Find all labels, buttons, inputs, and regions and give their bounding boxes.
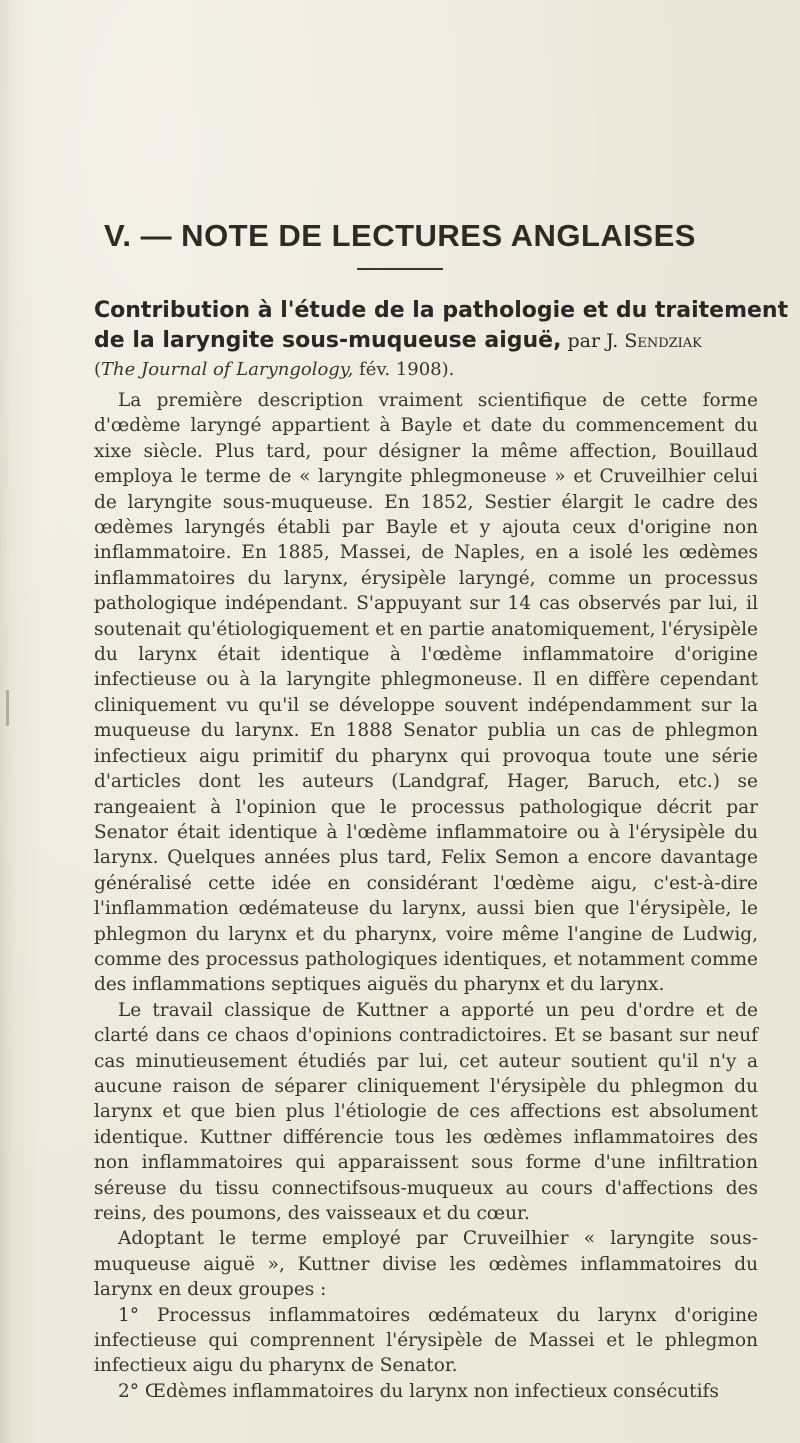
source-date: fév. 1908). bbox=[353, 359, 455, 380]
margin-mark bbox=[6, 690, 9, 726]
paragraph: Adoptant le terme employé par Cruveilhier « laryngite sous-muqueuse aiguë », Kuttner divise les œdèmes inflammatoires du larynx en deux groupes : bbox=[94, 1228, 758, 1301]
paragraph: La première description vraiment scientifique de cette forme d'œdème laryngé appartient à Bayle et date du commencement du xixe siècle. Plus tard, pour désigner la même affection, Bouillaud employa le terme de « laryngite phlegmoneuse » et Cruveilhier celui de laryngite sous-muqueuse. En 1852, Sestier élargit le cadre des œdèmes laryngés établi par Bayle et y ajouta ceux d'origine non inflammatoire. En 1885, Massei, de Naples, en a isolé les œdèmes inflammatoires du larynx, érysipèle laryngé, comme un processus pathologique indépendant. S'appuyant sur 14 cas observés par lui, il soutenait qu'étiologiquement et en partie anatomiquement, l'érysipèle du larynx était identique à l'œdème inflammatoire d'origine infectieuse ou à la laryngite phlegmoneuse. Il en diffère cependant cliniquement vu qu'il se développe souvent indépendamment sur la muqueuse du larynx. En 1888 Senator publia un cas de phlegmon infectieux aigu primitif du pharynx qui provoqua toute une série d'articles dont les auteurs (Landgraf, Hager, Baruch, etc.) se rangeaient à l'opinion que le processus pathologique décrit par Senator était identique à l'œdème inflammatoire ou à l'érysipèle du larynx. Quelques années plus tard, Felix Semon a encore davantage généralisé cette idée en considérant l'œdème aigu, c'est-à-dire l'inflammation œdémateuse du larynx, aussi bien que l'érysipèle, le phlegmon du larynx et du pharynx, voire même l'angine de Ludwig, comme des processus pathologiques identiques, et notamment comme des inflammations septiques aiguës du pharynx et du larynx. bbox=[94, 390, 758, 996]
article-source bbox=[94, 356, 758, 384]
journal-name: The Journal of Laryngology, bbox=[101, 359, 354, 380]
article-body bbox=[94, 388, 758, 1404]
article bbox=[94, 296, 789, 1404]
article-title-bold: de la laryngite sous-muqueuse aiguë, bbox=[94, 328, 562, 353]
paragraph: 1° Processus inflammatoires œdémateux du larynx d'origine infectieuse qui comprennent l'érysipèle de Massei et le phlegmon infectieux aigu du pharynx de Senator. bbox=[94, 1304, 758, 1377]
source-open: ( bbox=[94, 359, 102, 380]
chapter-heading: V. — NOTE DE LECTURES ANGLAISES bbox=[104, 218, 696, 253]
article-title-line-2 bbox=[94, 326, 758, 356]
author-prefix: par J. bbox=[561, 330, 625, 352]
paragraph: 2° Œdèmes inflammatoires du larynx non infectieux consécutifs bbox=[118, 1380, 719, 1402]
heading-rule bbox=[357, 268, 443, 270]
paragraph: Le travail classique de Kuttner a apporté un peu d'ordre et de clarté dans ce chaos d'opinions contradictoires. Et se basant sur neuf cas minutieusement étudiés par lui, cet auteur soutient qu'il n'y a aucune raison de séparer cliniquement l'érysipèle du phlegmon du larynx et que bien plus l'étiologie de ces affections est absolument identique. Kuttner différencie tous les œdèmes inflammatoires des non inflammatoires qui apparaissent sous forme d'une infiltration séreuse du tissu connectifsous-muqueux au cours d'affections des reins, des poumons, des vaisseaux et du cœur. bbox=[94, 999, 758, 1224]
article-title-line-1: Contribution à l'étude de la pathologie et du traitement bbox=[94, 298, 789, 323]
author-name: Sendziak bbox=[624, 330, 702, 352]
